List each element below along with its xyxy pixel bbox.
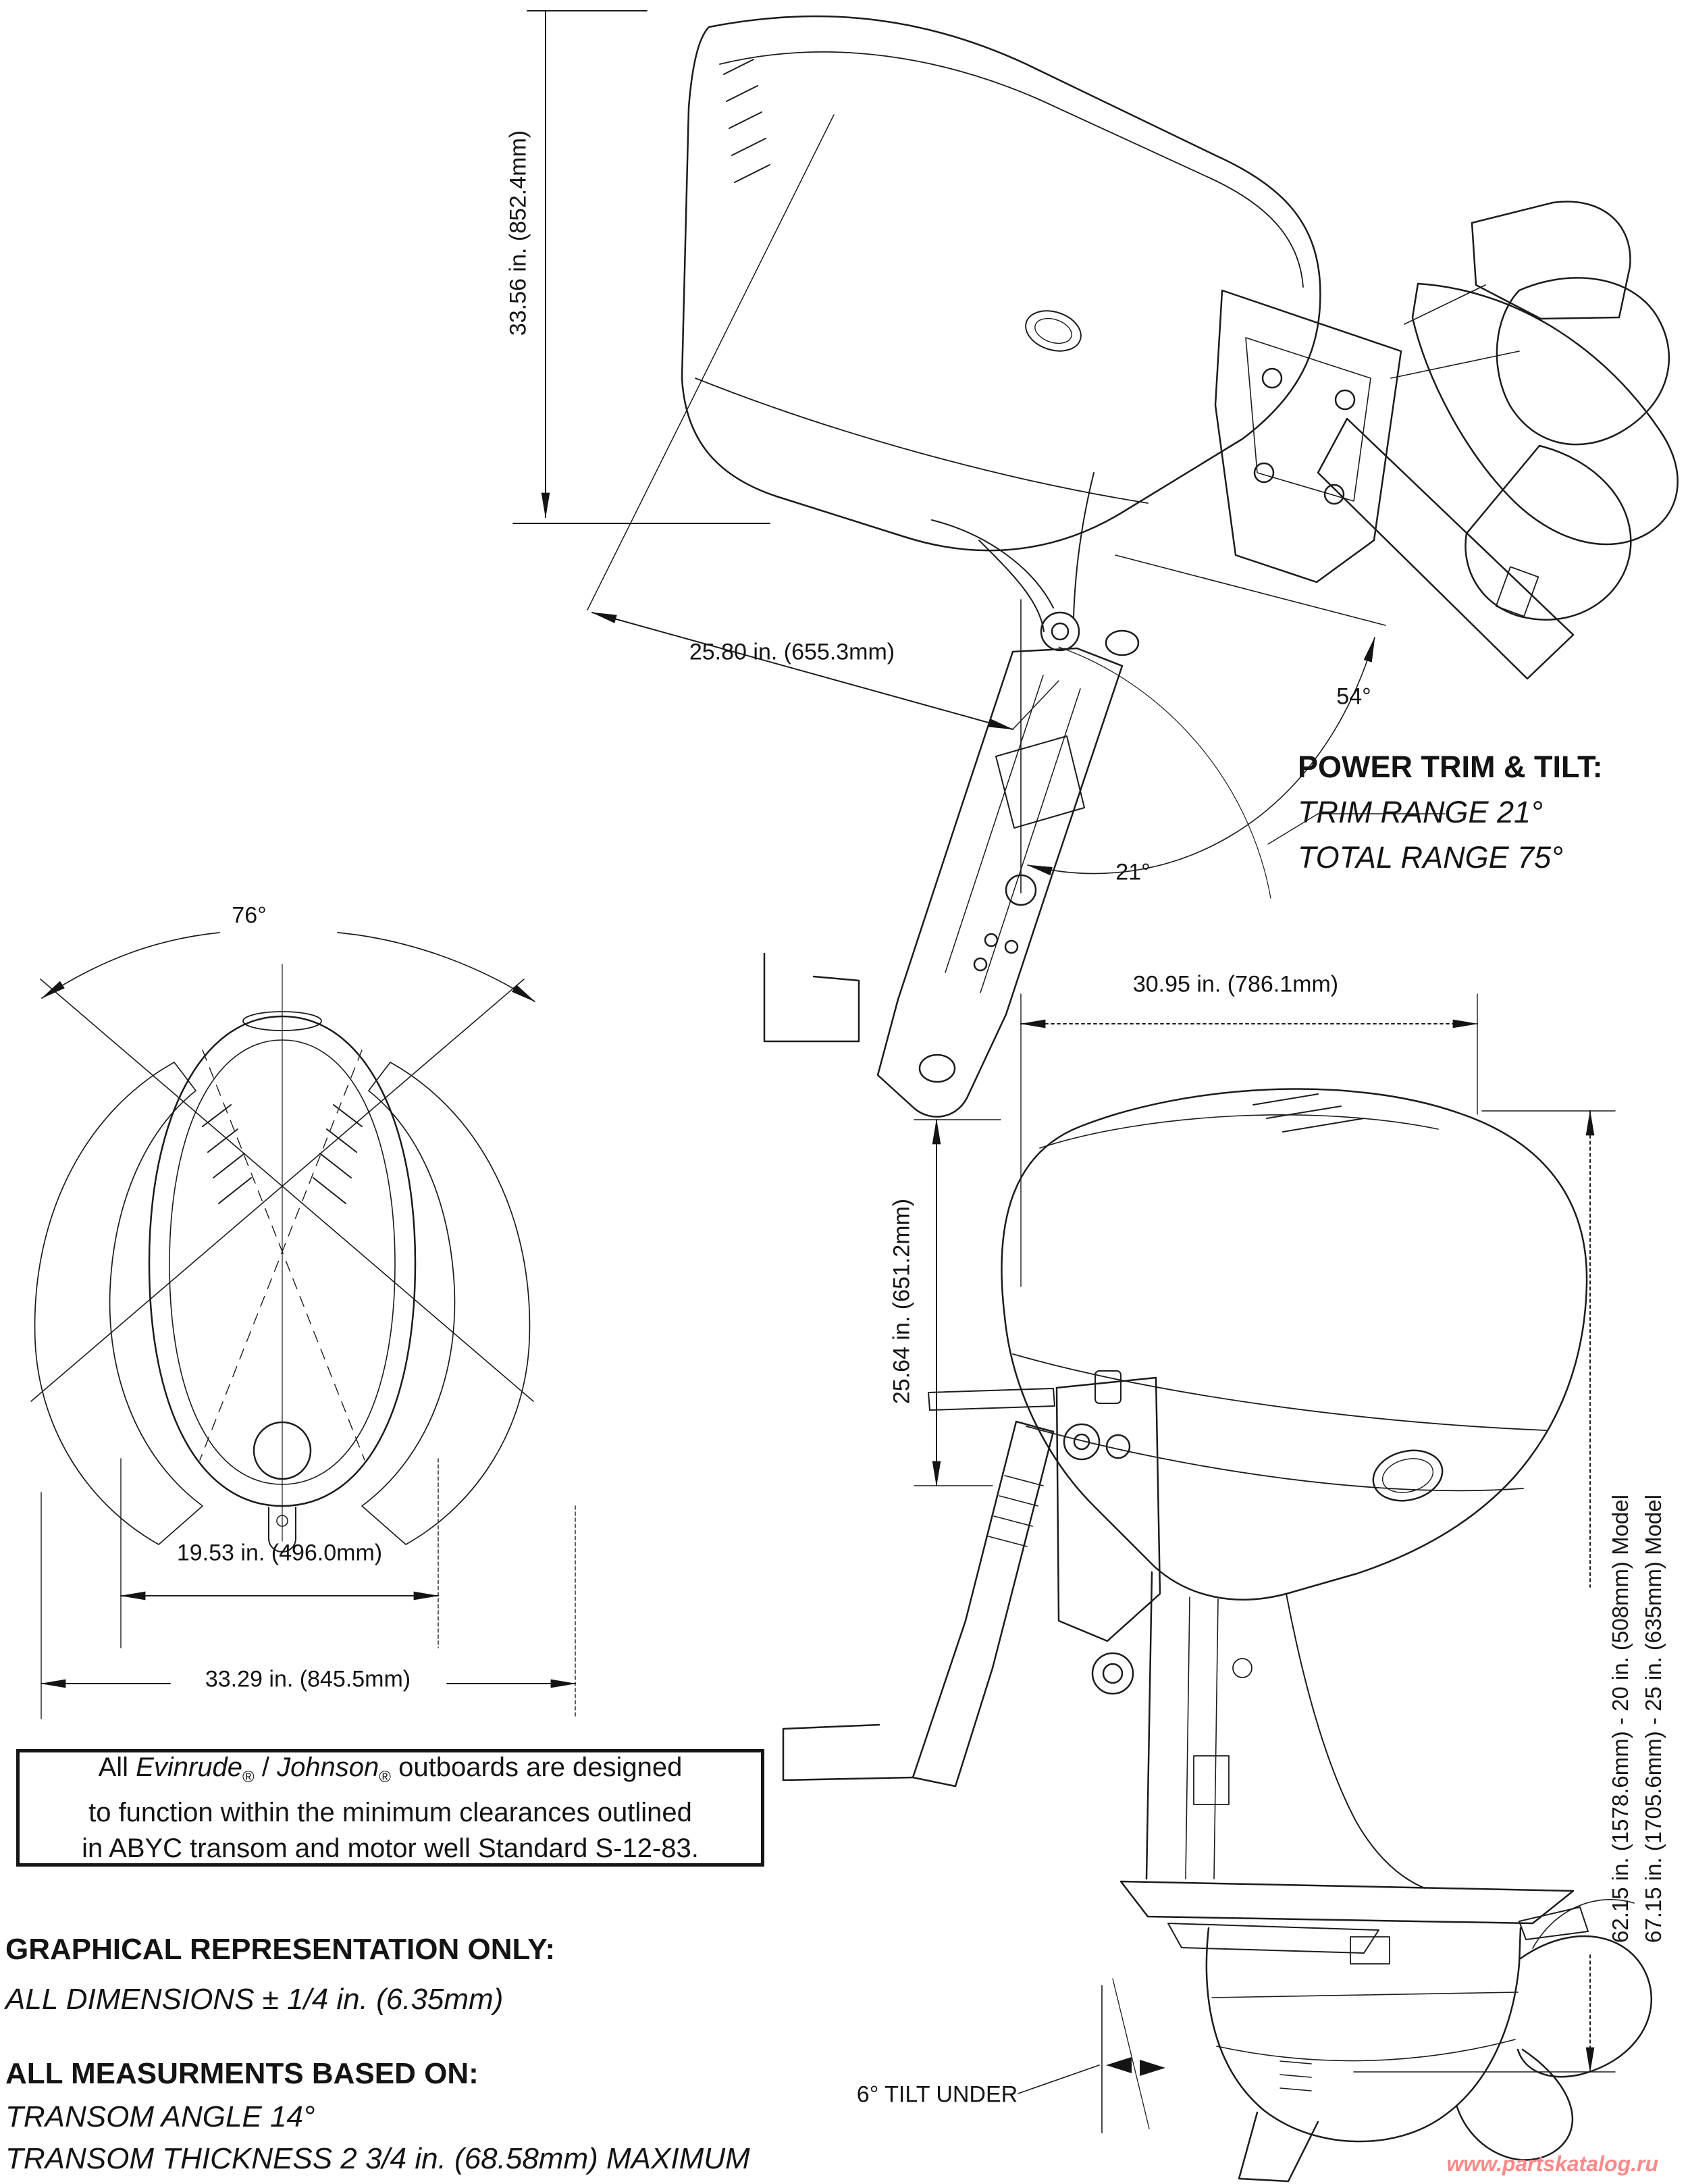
side-boat-corner bbox=[783, 1725, 913, 1780]
footer-transom-angle: TRANSOM ANGLE 14° bbox=[5, 2100, 315, 2133]
cowl-vents bbox=[724, 59, 770, 182]
ghost-sweep-right bbox=[362, 1062, 529, 1544]
side-cowl bbox=[1001, 1089, 1587, 1600]
note-text: outboards are designed bbox=[390, 1752, 683, 1782]
angle-label-trim-21: 21° bbox=[1115, 859, 1151, 885]
watermark-link[interactable]: www.partskatalog.ru bbox=[1446, 2152, 1658, 2176]
tilted-gearcase bbox=[1318, 201, 1678, 679]
tilted-side-view-drawing bbox=[513, 11, 1678, 1117]
footer-transom-thickness: TRANSOM THICKNESS 2 3/4 in. (68.58mm) MAXIMUM bbox=[5, 2142, 750, 2175]
footer-heading-measurements: ALL MEASURMENTS BASED ON: bbox=[5, 2057, 479, 2090]
dim-label-tilted-height: 33.56 in. (852.4mm) bbox=[505, 130, 531, 336]
dim-label-inner-width: 19.53 in. (496.0mm) bbox=[176, 1540, 383, 1566]
boat-transom-corner bbox=[764, 954, 859, 1041]
dim-overall-length bbox=[1021, 994, 1477, 1286]
dim-label-outer-width: 33.29 in. (845.5mm) bbox=[196, 1667, 420, 1693]
dim-label-height-25-model: 67.15 in. (1705.6mm) - 25 in. (635mm) Model bbox=[1641, 1494, 1666, 1943]
note-line-2: to function within the minimum clearances outlined bbox=[88, 1797, 692, 1827]
side-gearcase bbox=[1207, 1900, 1652, 2181]
dim-tilted-height bbox=[513, 11, 770, 523]
angle-label-tilt-54: 54° bbox=[1336, 683, 1371, 710]
callout-trim-range: TRIM RANGE 21° bbox=[1298, 795, 1544, 829]
transom-line bbox=[587, 115, 834, 610]
tilt-under-annotation bbox=[1018, 1979, 1165, 2133]
dim-label-cowl-height: 25.64 in. (651.2mm) bbox=[889, 1198, 915, 1405]
dim-label-tilted-length: 25.80 in. (655.3mm) bbox=[689, 639, 895, 665]
callout-title: POWER TRIM & TILT: bbox=[1298, 750, 1603, 784]
side-midsection bbox=[1121, 1572, 1573, 1953]
dim-overall-height bbox=[1354, 1111, 1615, 2072]
abyc-note-box bbox=[16, 1749, 764, 1867]
dim-label-height-20-model: 62.15 in. (1578.6mm) - 20 in. (508mm) Model bbox=[1608, 1494, 1633, 1943]
footer-dimensions-note: ALL DIMENSIONS ± 1/4 in. (6.35mm) bbox=[5, 1983, 504, 2016]
power-trim-tilt-callout bbox=[1298, 744, 1603, 880]
callout-total-range: TOTAL RANGE 75° bbox=[1298, 840, 1564, 875]
registered-mark: ® bbox=[242, 1767, 255, 1786]
footer-heading-graphical: GRAPHICAL REPRESENTATION ONLY: bbox=[5, 1933, 556, 1966]
note-text: All bbox=[98, 1752, 136, 1782]
note-line-1 bbox=[20, 1750, 761, 1795]
brand-evinrude: Evinrude bbox=[136, 1752, 243, 1782]
registered-mark: ® bbox=[379, 1767, 391, 1786]
dim-tilted-length bbox=[592, 613, 1059, 729]
note-line-3: in ABYC transom and motor well Standard S-12-83. bbox=[82, 1833, 699, 1863]
steering-angle-arc bbox=[42, 933, 535, 1002]
top-down-view-drawing bbox=[31, 933, 575, 1719]
tilted-swivel bbox=[932, 473, 1138, 655]
dim-cowl-height bbox=[914, 1120, 1001, 1486]
ghost-sweep-left bbox=[35, 1062, 203, 1544]
tilt-under-label: 6° TILT UNDER bbox=[856, 2081, 1018, 2108]
side-transom-bracket bbox=[913, 1378, 1160, 1786]
angle-label-steering-76: 76° bbox=[232, 902, 267, 929]
side-view-drawing bbox=[783, 994, 1652, 2181]
tilted-midsection bbox=[878, 648, 1122, 1117]
brand-johnson: Johnson bbox=[277, 1752, 379, 1782]
note-text: / bbox=[254, 1752, 278, 1782]
side-cowl-vents bbox=[1253, 1094, 1364, 1132]
dim-label-overall-length: 30.95 in. (786.1mm) bbox=[1132, 971, 1339, 997]
tilted-transom-bracket bbox=[1215, 290, 1401, 582]
